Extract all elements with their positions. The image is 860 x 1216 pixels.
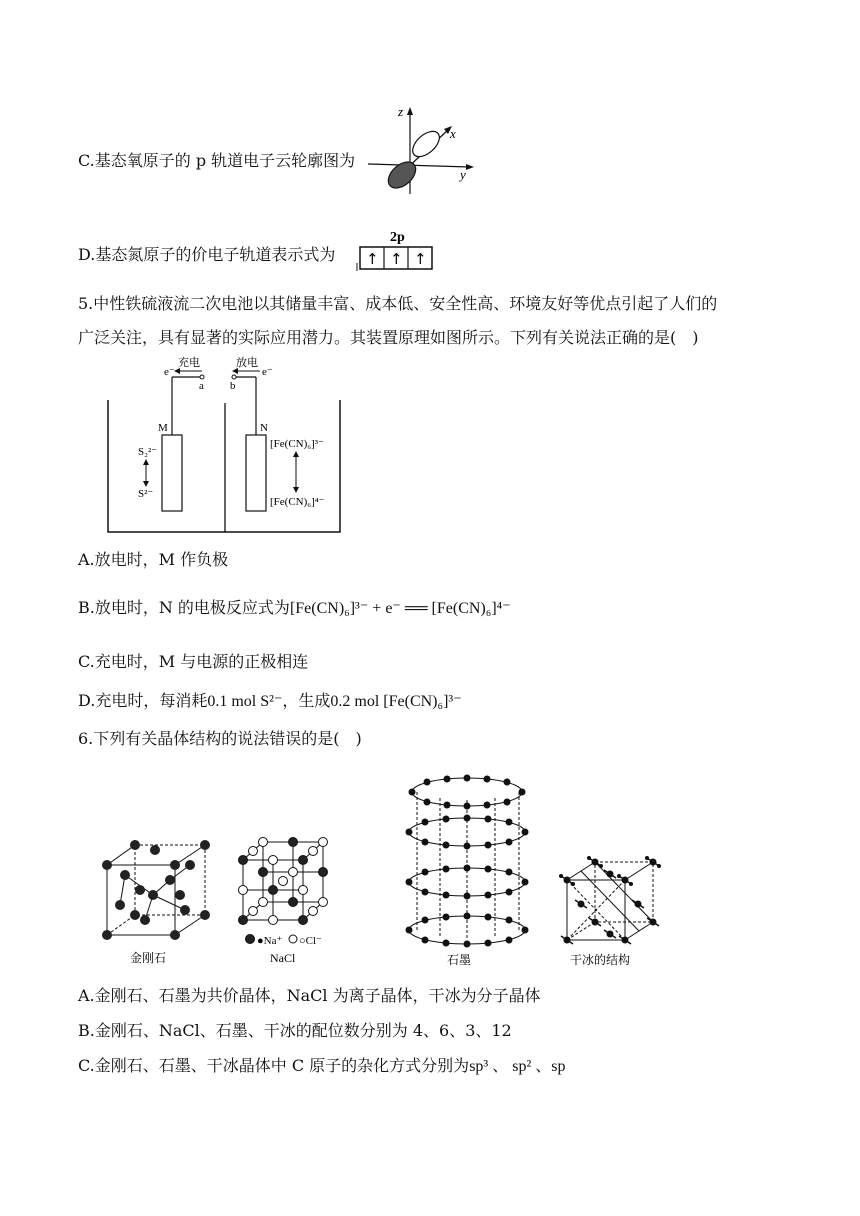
diamond-label: 金刚石	[130, 951, 167, 965]
q5-option-b-equation: [Fe(CN)₆]³⁻ + e⁻ ══ [Fe(CN)₆]⁴⁻	[289, 600, 511, 617]
terminal-a-label: a	[199, 380, 204, 392]
right-top-species: [Fe(CN)₆]³⁻	[270, 438, 324, 450]
q5-option-d: D.充电时，每消耗0.1 mol S²⁻，生成0.2 mol [Fe(CN)₆]³⁻	[78, 691, 462, 710]
crystal-structures-figure	[95, 770, 675, 970]
terminal-b-label: b	[230, 380, 236, 392]
q5-stem-line2: 广泛关注，具有显著的实际应用潜力。其装置原理如图所示。下列有关说法正确的是( )	[78, 328, 699, 347]
electron-label-right: e⁻	[262, 366, 273, 378]
q5-option-a: A.放电时，M 作负极	[78, 550, 229, 569]
legend-cl: ○Cl⁻	[299, 935, 322, 947]
q5-option-d-amount2: 0.2 mol [Fe(CN)₆]³⁻	[330, 693, 462, 710]
up-arrow-3: ↑	[414, 250, 427, 268]
q5-option-b: B.放电时，N 的电极反应式为[Fe(CN)₆]³⁻ + e⁻ ══ [Fe(CN)₆]⁴⁻	[78, 598, 511, 617]
q6-option-c: C.金刚石、石墨、干冰晶体中 C 原子的杂化方式分别为sp³ 、 sp² 、sp	[78, 1056, 566, 1075]
q6-option-b: B.金刚石、NaCl、石墨、干冰的配位数分别为 4、6、3、12	[78, 1021, 512, 1040]
diamond-structure	[107, 845, 205, 935]
q6-option-a: A.金刚石、石墨为共价晶体，NaCl 为离子晶体，干冰为分子晶体	[78, 986, 541, 1005]
q6-option-c-hybridization: sp³ 、 sp² 、sp	[469, 1058, 566, 1075]
y-axis-label: y	[460, 167, 466, 182]
q4-option-c: C.基态氧原子的 p 轨道电子云轮廓图为	[78, 151, 356, 170]
q4-option-d: D.基态氮原子的价电子轨道表示式为	[78, 245, 336, 264]
p-orbital-figure	[368, 104, 480, 200]
left-top-species: S₂²⁻	[138, 446, 158, 458]
charge-label: 充电	[178, 357, 200, 369]
right-bottom-species: [Fe(CN)₆]⁴⁻	[270, 496, 325, 508]
dry-ice-label: 干冰的结构	[570, 953, 631, 967]
q5-option-c: C.充电时，M 与电源的正极相连	[78, 652, 309, 671]
x-axis-label: x	[450, 126, 456, 141]
discharge-label: 放电	[236, 357, 258, 369]
q5-option-d-amount1: 0.1 mol S²⁻	[207, 693, 283, 710]
legend-na: ●Na⁺	[257, 935, 283, 947]
electrode-n-label: N	[260, 422, 268, 434]
electron-label-left: e⁻	[164, 366, 175, 378]
electrode-m-label: M	[158, 422, 168, 434]
nacl-label: NaCl	[270, 951, 296, 965]
left-bottom-species: S²⁻	[138, 488, 154, 500]
q6-stem: 6.下列有关晶体结构的说法错误的是( )	[78, 729, 362, 748]
orbital-box-diagram	[354, 227, 434, 273]
graphite-label: 石墨	[447, 953, 472, 967]
z-axis-label: z	[398, 104, 404, 119]
up-arrow-2: ↑	[390, 250, 403, 268]
q5-stem-line1: 5.中性铁硫液流二次电池以其储量丰富、成本低、安全性高、环境友好等优点引起了人们的	[78, 294, 718, 313]
up-arrow-1: ↑	[366, 250, 379, 268]
orbital-box-label: 2p	[390, 230, 405, 245]
battery-diagram	[100, 355, 350, 537]
